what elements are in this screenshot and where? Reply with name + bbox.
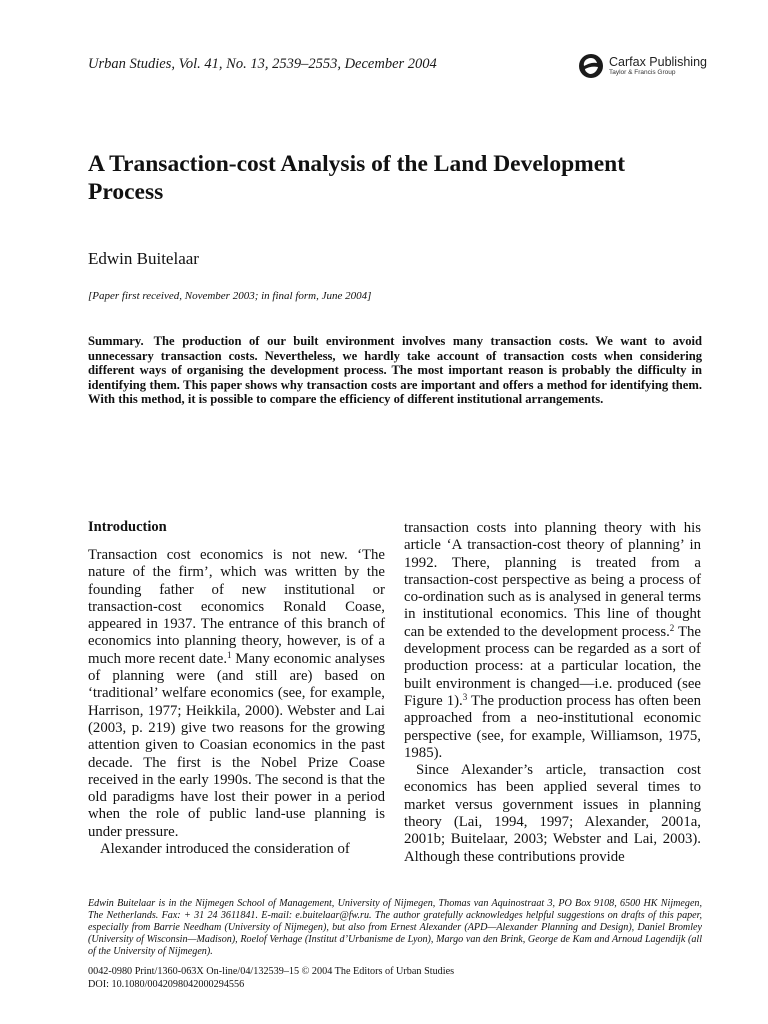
article-title: A Transaction-cost Analysis of the Land Development Process [88, 151, 626, 205]
journal-citation: Urban Studies, Vol. 41, No. 13, 2539–2553, December 2004 [88, 56, 437, 72]
section-heading-introduction: Introduction [88, 519, 167, 535]
doi-line: DOI: 10.1080/0042098042000294556 [88, 978, 245, 990]
paragraph-text: The development process can be regarded as a sort of production process: at a particular location, the built environment is changed—i.e. produced (see Figure 1). [404, 623, 701, 709]
body-paragraph [404, 762, 701, 866]
abstract-summary [88, 334, 702, 407]
publisher-block [578, 53, 707, 79]
body-column-right [404, 520, 701, 866]
body-paragraph [88, 547, 385, 841]
body-paragraph [404, 520, 701, 762]
issn-block [88, 966, 454, 991]
paragraph-text: transaction costs into planning theory with his article ‘A transaction-cost theory of planning’ in 1992. There, planning is treated from a transaction-cost perspective as being a process of co-ordination such as is analysed in general terms in institutional economics. This line of thought can be extended to the development process. [404, 520, 701, 640]
publisher-group: Taylor & Francis Group [609, 69, 676, 76]
paragraph-text: Alexander introduced the consideration of [100, 841, 350, 858]
paragraph-text: Many economic analyses of planning were (and still are) based on ‘traditional’ welfare economics (see, for example, Harrison, 1977; Heikkila, 2000). Webster and Lai (2003, p. 219) give two reasons for the growing attention given to Coasian economics in the past decade. The first is the Nobel Prize Coase received in the early 1990s. The second is that the old paradigms have lost their power in a period when the role of public land-use planning is under pressure. [88, 650, 385, 840]
paragraph-text: Transaction cost economics is not new. ‘The nature of the firm’, which was written by the founding father of new institutional or transaction-cost economics Ronald Coase, appeared in 1937. The entrance of this branch of economics into planning theory, however, is of a much more recent date. [88, 547, 385, 667]
received-dates: [Paper first received, November 2003; in final form, June 2004] [88, 290, 372, 302]
summary-text: The production of our built environment involves many transaction costs. We want to avoid unnecessary transaction costs. Nevertheless, we hardly take account of transaction costs when considering different ways of organising the development process. The most important reason is probably the difficulty in identifying them. This paper shows why transaction costs are important and offers a method for identifying them. With this method, it is possible to compare the efficiency of different institutional arrangements. [88, 334, 702, 407]
author-footnote: Edwin Buitelaar is in the Nijmegen School of Management, University of Nijmegen, Thomas van Aquinostraat 3, PO Box 9108, 6500 HK Nijmegen, The Netherlands. Fax: + 31 24 3611841. E-mail: e.buitelaar@fw.ru. The author gratefully acknowledges helpful suggestions on drafts of this paper, especially from Barrie Needham (University of Nijmegen), but also from Ernest Alexander (APD—Alexander Planning and Design), Daniel Bromley (University of Wisconsin—Madison), Roelof Verhage (Institut d’Urbanisme de Lyon), Margo van den Brink, George de Kam and Arnoud Lagendijk (all of the University of Nijmegen). [88, 898, 702, 957]
body-column-left [88, 547, 385, 858]
issn-line: 0042-0980 Print/1360-063X On-line/04/132539–15 © 2004 The Editors of Urban Studies [88, 966, 455, 977]
footnote-marker[interactable]: 1 [227, 649, 232, 660]
summary-label: Summary. [88, 334, 144, 348]
footnote-marker[interactable]: 2 [669, 622, 675, 633]
carfax-logo-icon [578, 53, 604, 79]
article-author: Edwin Buitelaar [88, 249, 199, 268]
paragraph-text: Since Alexander’s article, transaction cost economics has been applied several times to market versus government issues in planning theory (Lai, 1994, 1997; Alexander, 2001a, 2001b; Buitelaar, 2003; Webster and Lai, 2003). Although these contributions provide [404, 762, 701, 865]
publisher-name: Carfax Publishing [609, 54, 707, 69]
paragraph-text: The production process has often been approached from a neo-institutional economic perspective (see, for example, Williamson, 1975, 1985). [404, 692, 702, 761]
body-paragraph [88, 841, 385, 858]
footnote-marker[interactable]: 3 [462, 691, 468, 702]
